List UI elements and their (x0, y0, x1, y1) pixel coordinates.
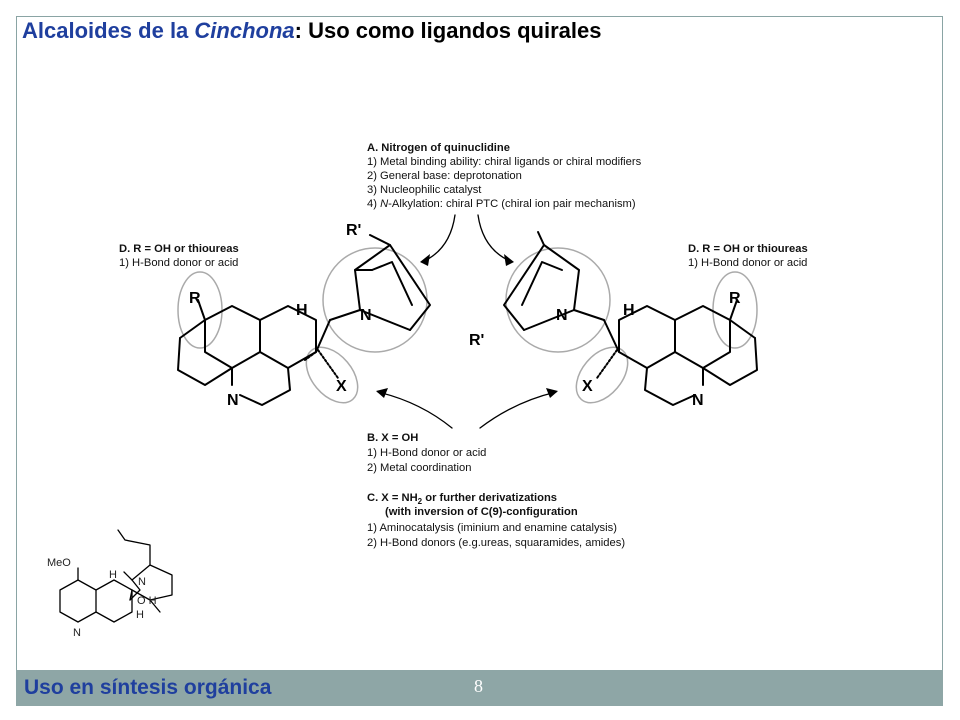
svg-text:C. X = NH2 or further derivati: C. $X = NH_2$ or further derivatizations (367, 492, 558, 506)
n-label-small-quinoline: N (73, 627, 81, 639)
slide-title: Alcaloides de la Cinchona: Uso como ligandos quirales (22, 18, 602, 43)
h-label-left: H (296, 302, 308, 319)
svg-text:1) H-Bond donor or acid: 1) H-Bond donor or acid (367, 447, 487, 459)
annotation-d-right (688, 243, 808, 269)
r-label-right: R (729, 290, 741, 307)
svg-text:3) Nucleophilic catalyst: 3) Nucleophilic catalyst (367, 184, 482, 196)
r-prime-label-right: R' (469, 332, 485, 349)
n-label-left-quinuclidine: N (360, 307, 372, 324)
annotation-d-left (119, 243, 239, 269)
svg-text:4) N-Alkylation: chiral PTC (c: 4) N-Alkylation: chiral PTC (chiral ion pair mechanism) (367, 198, 636, 210)
svg-text:2) H-Bond donors (e.g.ureas, s: 2) H-Bond donors (e.g.ureas, squaramides, amides) (367, 537, 626, 549)
annotation-b (367, 432, 486, 474)
n-label-small-quinuclidine: N (138, 576, 146, 588)
svg-text:A. Nitrogen of quinuclidine: A. Nitrogen of quinuclidine (367, 142, 510, 154)
r-prime-label-left: R' (346, 222, 362, 239)
x-label-left: X (336, 378, 347, 395)
n-label-left-quinoline: N (227, 392, 239, 409)
n-label-right-quinoline: N (692, 392, 704, 409)
meo-label: MeO (47, 557, 71, 569)
svg-text:2) Metal coordination: 2) Metal coordination (367, 462, 472, 474)
footer-text: Uso en síntesis orgánica (24, 676, 272, 699)
svg-text:B. X = OH: B. X = OH (367, 432, 419, 444)
page-number: 8 (474, 676, 483, 696)
annotation-a (367, 142, 642, 210)
svg-text:D. R = OH or thioureas: D. R = OH or thioureas (119, 243, 239, 255)
svg-text:2) General base: deprotonation: 2) General base: deprotonation (367, 170, 522, 182)
n-label-right-quinuclidine: N (556, 307, 568, 324)
r-label-left: R (189, 290, 201, 307)
svg-text:(with inversion of C(9)-config: (with inversion of C(9)-configuration (385, 506, 578, 518)
h-label-right: H (623, 302, 635, 319)
svg-text:1) H-Bond donor or acid: 1) H-Bond donor or acid (688, 257, 808, 269)
svg-text:1) Metal binding ability: chir: 1) Metal binding ability: chiral ligands or chiral modifiers (367, 156, 642, 168)
annotation-c (367, 492, 625, 549)
svg-text:D. R = OH or thioureas: D. R = OH or thioureas (688, 243, 808, 255)
h-label-small-top: H (109, 569, 117, 581)
svg-text:1) Aminocatalysis (iminium and: 1) Aminocatalysis (iminium and enamine catalysis) (367, 522, 617, 534)
h-label-small-bottom: H (136, 609, 144, 621)
oh-label-small: O H (137, 595, 157, 607)
x-label-right: X (582, 378, 593, 395)
svg-text:1) H-Bond donor or acid: 1) H-Bond donor or acid (119, 257, 239, 269)
